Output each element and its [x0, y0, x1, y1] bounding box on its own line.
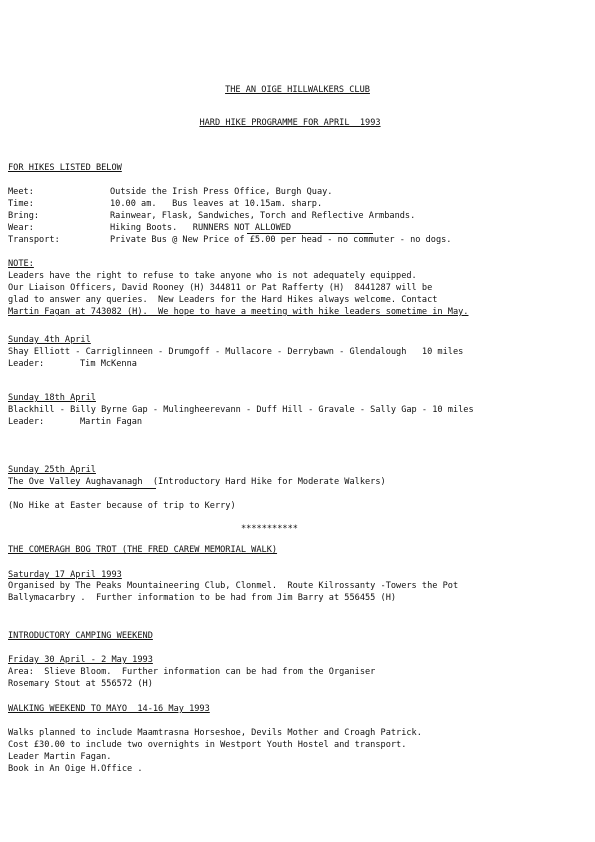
hike-leader-label: Leader:	[8, 359, 45, 369]
runners-underline	[247, 233, 373, 234]
note-line-contact: Martin Fagan at 743082 (H). We hope to have a meeting with hike leaders sometime in May.	[8, 307, 469, 317]
wear-label: Wear:	[8, 223, 34, 233]
mayo-line: Walks planned to include Maamtrasna Horseshoe, Devils Mother and Croagh Patrick.	[8, 728, 422, 738]
note-line: glad to answer any queries. New Leaders for the Hard Hikes always welcome. Contact	[8, 295, 438, 305]
transport-label: Transport:	[8, 235, 60, 245]
programme-title: HARD HIKE PROGRAMME FOR APRIL 1993	[199, 118, 381, 128]
hike-route: Blackhill - Billy Byrne Gap - Mulingheerevann - Duff Hill - Gravale - Sally Gap - 10 miles	[8, 405, 474, 415]
camping-line: Rosemary Stout at 556572 (H)	[8, 679, 153, 689]
bring-label: Bring:	[8, 211, 40, 221]
hike-leader: Tim McKenna	[80, 359, 137, 369]
time-label: Time:	[8, 199, 34, 209]
separator: ***********	[241, 524, 298, 534]
note-heading: NOTE:	[8, 259, 34, 269]
mayo-line: Leader Martin Fagan.	[8, 752, 112, 762]
comeragh-line: Ballymacarbry . Further information to be had from Jim Barry at 556455 (H)	[8, 593, 397, 603]
camping-line: Area: Slieve Bloom. Further information can be had from the Organiser	[8, 667, 376, 677]
hike-route: Shay Elliott - Carriglinneen - Drumgoff - Mullacore - Derrybawn - Glendalough 10 miles	[8, 347, 464, 357]
mayo-line: Book in An Oige H.Office .	[8, 764, 143, 774]
comeragh-line: Organised by The Peaks Mountaineering Club, Clonmel. Route Kilrossanty -Towers the Pot	[8, 581, 459, 591]
comeragh-heading: THE COMERAGH BOG TROT (THE FRED CAREW MEMORIAL WALK)	[8, 545, 278, 555]
hike-date: Sunday 25th April	[8, 465, 96, 475]
general-heading: FOR HIKES LISTED BELOW	[8, 163, 122, 173]
note-line: Leaders have the right to refuse to take anyone who is not adequately equipped.	[8, 271, 417, 281]
hike-leader-label: Leader:	[8, 417, 45, 427]
time-value: 10.00 am. Bus leaves at 10.15am. sharp.	[110, 199, 323, 209]
camping-heading: INTRODUCTORY CAMPING WEEKEND	[8, 631, 153, 641]
mayo-heading: WALKING WEEKEND TO MAYO 14-16 May 1993	[8, 704, 210, 714]
comeragh-date: Saturday 17 April 1993	[8, 570, 122, 580]
hike-date: Sunday 18th April	[8, 393, 96, 403]
easter-note: (No Hike at Easter because of trip to Kerry)	[8, 501, 236, 511]
mayo-line: Cost £30.00 to include two overnights in Westport Youth Hostel and transport.	[8, 740, 407, 750]
wear-value: Hiking Boots. RUNNERS NOT ALLOWED	[110, 223, 292, 233]
club-title: THE AN OIGE HILLWALKERS CLUB	[225, 85, 370, 95]
hike-leader: Martin Fagan	[80, 417, 143, 427]
camping-date: Friday 30 April - 2 May 1993	[8, 655, 153, 665]
ove-valley-underline	[8, 488, 156, 489]
transport-value: Private Bus @ New Price of £5.00 per head - no commuter - no dogs.	[110, 235, 452, 245]
hike-date: Sunday 4th April	[8, 335, 91, 345]
bring-value: Rainwear, Flask, Sandwiches, Torch and Reflective Armbands.	[110, 211, 416, 221]
hike-route: The Ove Valley Aughavanagh (Introductory Hard Hike for Moderate Walkers)	[8, 477, 386, 487]
meet-label: Meet:	[8, 187, 34, 197]
meet-value: Outside the Irish Press Office, Burgh Quay.	[110, 187, 333, 197]
note-line: Our Liaison Officers, David Rooney (H) 344811 or Pat Rafferty (H) 8441287 will be	[8, 283, 433, 293]
